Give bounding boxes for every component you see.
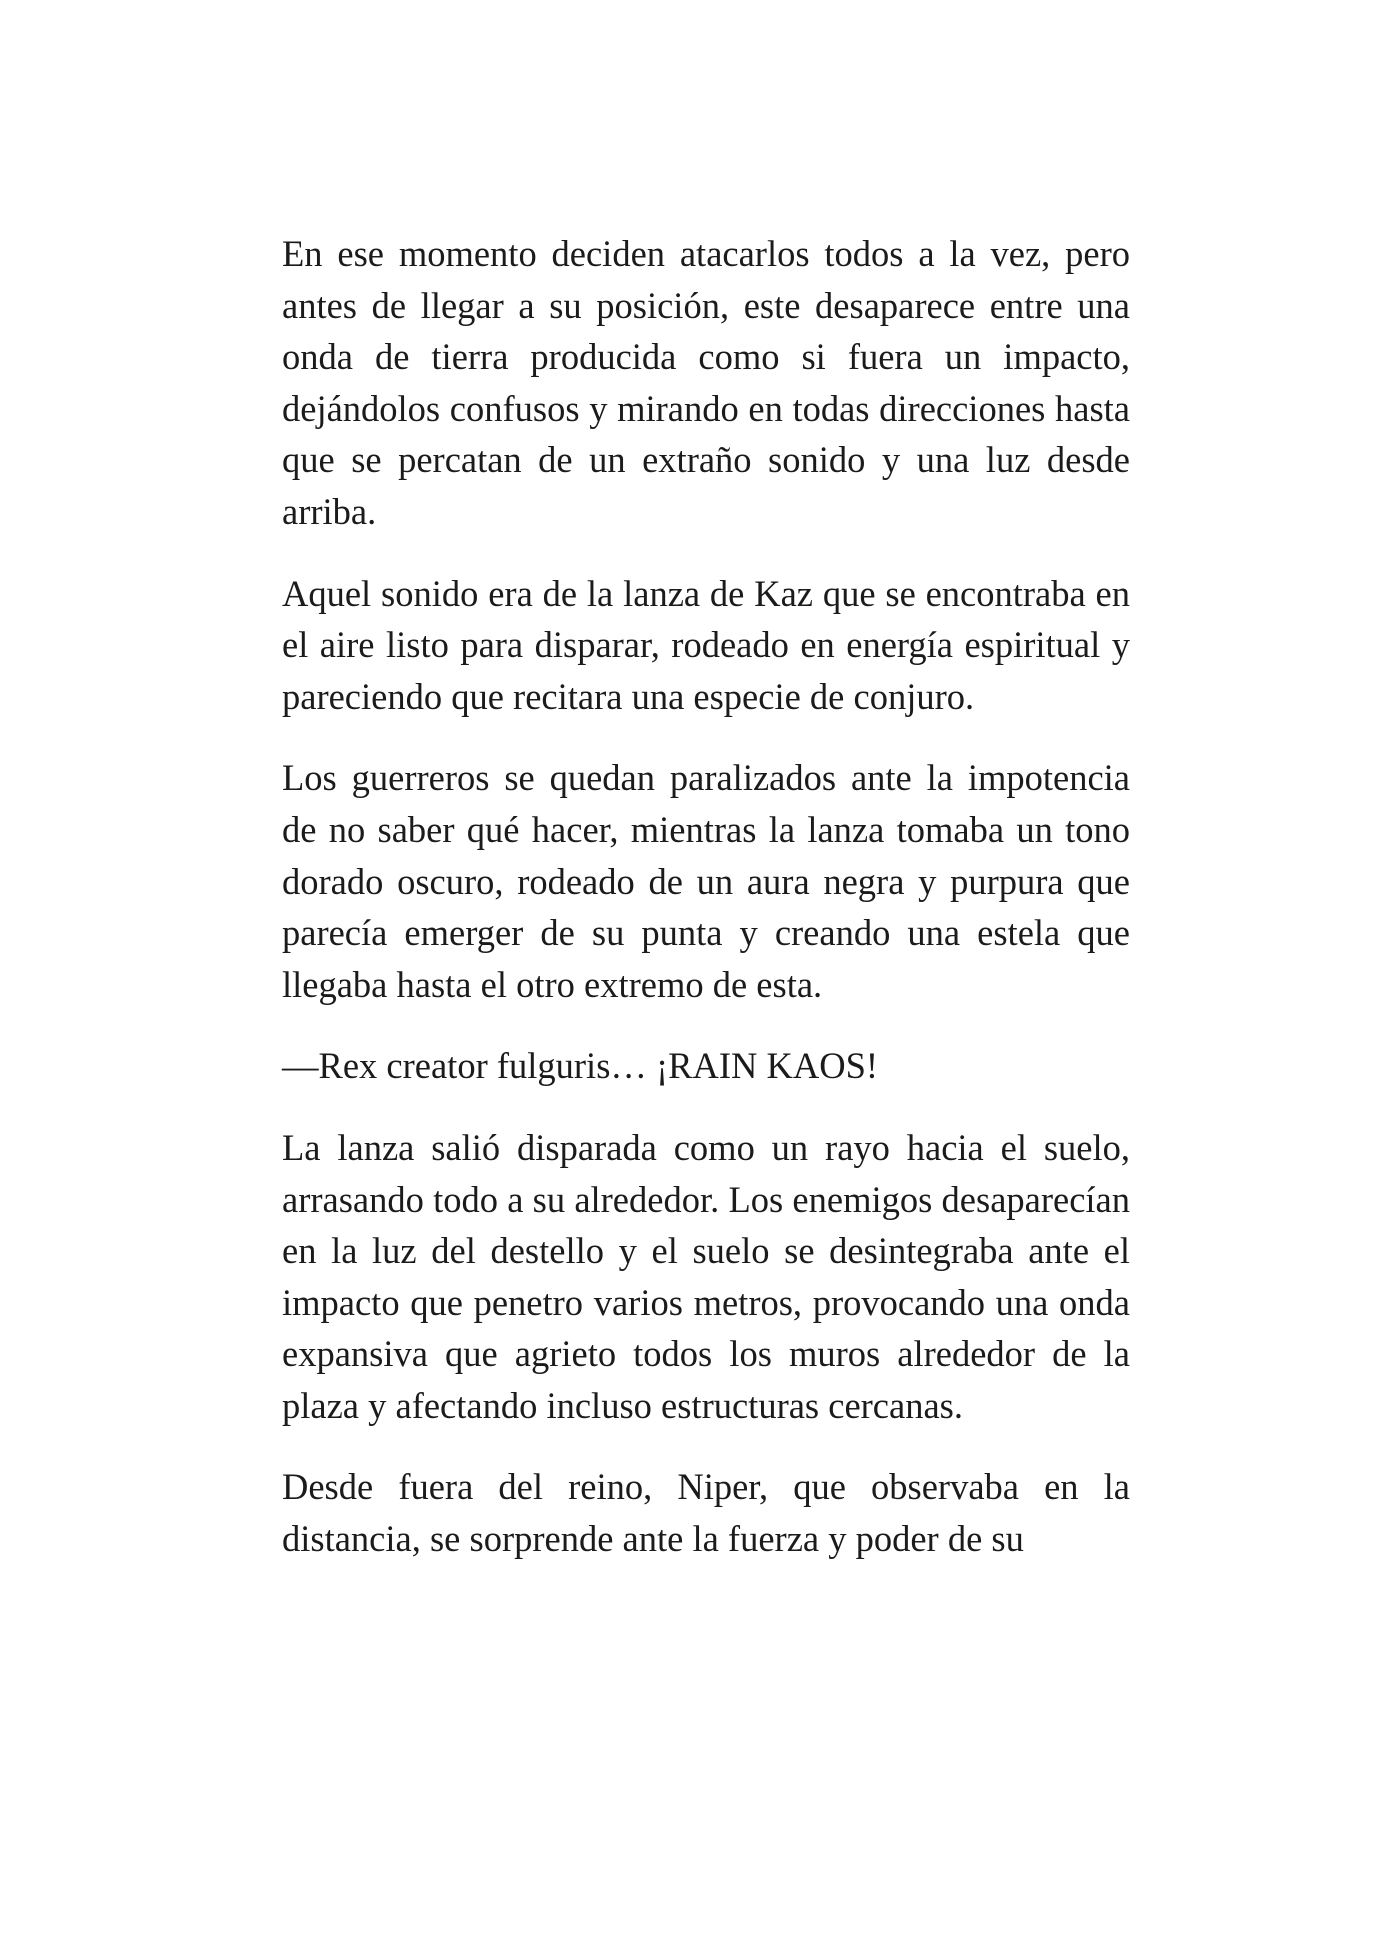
paragraph-3: Los guerreros se quedan paralizados ante la impotencia de no saber qué hacer, mientras la lanza tomaba un tono dorado oscuro, rodeado de un aura negra y purpura que parecía emerger de su punta y creando una estela que llegaba hasta el otro extremo de esta. — [282, 757, 1130, 1005]
paragraph-6: Desde fuera del reino, Niper, que observaba en la distancia, se sorprende ante la fuerza y poder de su — [282, 1466, 1130, 1560]
paragraph-1: En ese momento deciden atacarlos todos a la vez, pero antes de llegar a su posición, este desaparece entre una onda de tierra producida como si fuera un impacto, dejándolos confusos y mirando en todas direcciones hasta que se percatan de un extraño sonido y una luz desde arriba. — [282, 233, 1130, 532]
dialogue-line: —Rex creator fulguris… ¡RAIN KAOS! — [282, 1045, 879, 1087]
page-text — [282, 228, 1130, 1595]
paragraph-5: La lanza salió disparada como un rayo hacia el suelo, arrasando todo a su alrededor. Los enemigos desaparecían en la luz del destello y el suelo se desintegraba ante el impacto que penetro varios metros, provocando una onda expansiva que agrieto todos los muros alrededor de la plaza y afectando incluso estructuras cercanas. — [282, 1126, 1130, 1426]
paragraph-2: Aquel sonido era de la lanza de Kaz que se encontraba en el aire listo para disparar, rodeado en energía espiritual y pareciendo que recitara una especie de conjuro. — [282, 572, 1130, 717]
